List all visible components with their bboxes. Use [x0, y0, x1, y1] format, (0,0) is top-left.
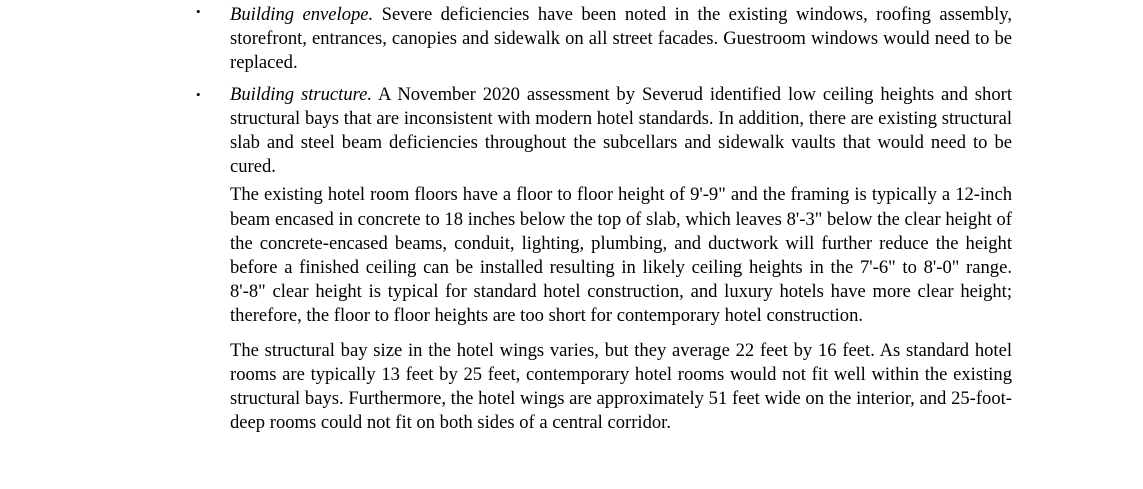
bullet-body-text: A November 2020 assessment by Severud identified low ceiling heights and short structural bays that are inconsistent with modern hotel standards. In addition, there are existing structural slab and steel beam deficiencies throughout the subcellars and sidewalk vaults that would need to be cured.: [230, 83, 1012, 178]
bullet-lead-heading: Building structure.: [230, 83, 373, 105]
bullet-body-text: Severe deficiencies have been noted in the existing windows, roofing assembly, storefront, entrances, canopies and sidewalk on all street facades. Guestroom windows would need to be replaced.: [230, 4, 1012, 74]
bullet-item-building-envelope: [196, 0, 1012, 76]
paragraph-structural-bays: [230, 339, 1012, 436]
bullet-lead-heading: Building envelope.: [230, 4, 374, 25]
bullet-paragraph: [230, 3, 1012, 76]
bullet-marker: •: [196, 4, 201, 19]
bullet-item-building-structure: [196, 83, 1012, 180]
body-paragraph: The existing hotel room floors have a floor to floor height of 9'-9" and the framing is typically a 12-inch beam encased in concrete to 18 inches below the top of slab, which leaves 8'-3" below the clear height of the concrete-encased beams, conduit, lighting, plumbing, and ductwork will further reduce the height before a finished ceiling can be installed resulting in likely ceiling heights in the 7'-6" to 8'-0" range. 8'-8" clear height is typical for standard hotel construction, and luxury hotels have more clear height; therefore, the floor to floor heights are too short for contemporary hotel construction.: [230, 184, 1012, 327]
bullet-paragraph: [230, 83, 1012, 180]
bullet-marker: •: [196, 86, 201, 102]
body-paragraph: The structural bay size in the hotel wings varies, but they average 22 feet by 16 feet. As standard hotel rooms are typically 13 feet by 25 feet, contemporary hotel rooms would not fit well within the existing structural bays. Furthermore, the hotel wings are approximately 51 feet wide on the interior, and 25-foot-deep rooms could not fit on both sides of a central corridor.: [230, 339, 1012, 434]
paragraph-floor-heights: [230, 183, 1012, 328]
